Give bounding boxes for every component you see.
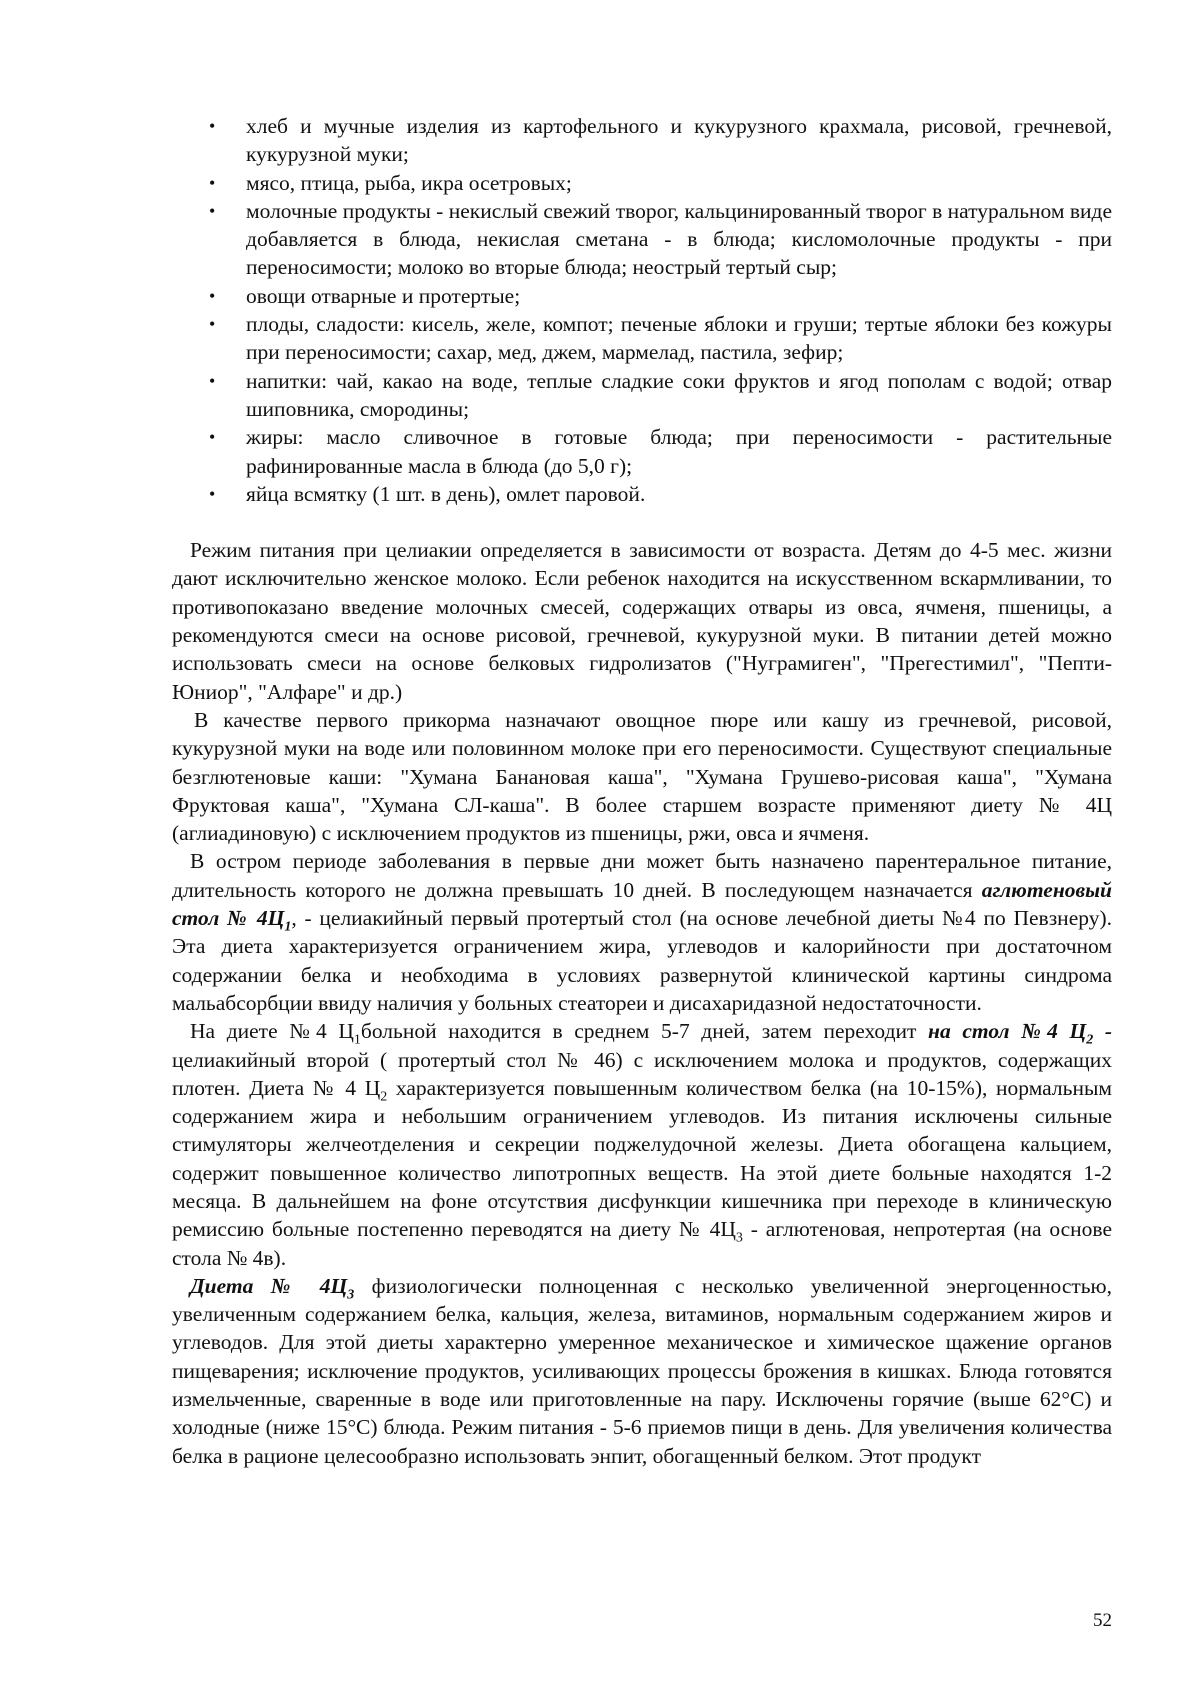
bullet-icon: • <box>209 483 216 504</box>
bullet-icon: • <box>209 285 216 306</box>
paragraph-diet-4c3: Диета № $4Ц_3$ физиологически полноценная с несколько увеличенной энергоценностью, увеличенным содержанием белка, кальция, железа, витаминов, нормальным содержанием жиров и углеводов. Для этой диеты характерно умеренное механическое и химическое щажение органов пищеварения; исключение продуктов, усиливающих процессы брожения в кишках. Блюда готовятся измельченные, сваренные в воде или приготовленные на пару. Исключены горячие (выше 62°С) и холодные (ниже 15°С) блюда. Режим питания - 5-6 приемов пищи в день. Для увеличения количества белка в рационе целесообразно использовать энпит, обогащенный белком. Этот продукт <box>172 1273 1112 1468</box>
list-item: • напитки: чай, какао на воде, теплые сладкие соки фруктов и ягод пополам с водой; отвар шиповника, смородины; <box>209 368 1112 421</box>
list-item: • хлеб и мучные изделия из картофельного и кукурузного крахмала, рисовой, гречневой, кукурузной муки; <box>209 114 1112 167</box>
list-item: • яйца всмятку (1 шт. в день), омлет паровой. <box>172 480 1112 508</box>
bullet-icon: • <box>209 200 216 221</box>
list-item: • овощи отварные и протертые; <box>172 282 1112 310</box>
document-page <box>172 112 1112 1470</box>
body-text <box>172 536 1112 1470</box>
paragraph-feeding-regime: Режим питания при целиакии определяется в зависимости от возраста. Детям до 4-5 мес. жизни дают исключительно женское молоко. Если ребенок находится на искусственном вскармливании, то противопоказано введение молочных смесей, содержащих отвары из овса, ячменя, пшеницы, а рекомендуются смеси на основе рисовой, гречневой, кукурузной муки. В питании детей можно использовать смеси на основе белковых гидролизатов ("Нуграмиген", "Прегестимил", "Пепти-Юниор", "Алфаре" и др.) <box>172 538 1112 704</box>
paragraph-diet-4c2: На диете №4 $Ц_1больной$ находится в среднем 5-7 дней, затем переходит на стол №4 $Ц_2$ - целиакийный второй ( протертый стол № 46) с исключением молока и продуктов, содержащих плотен. Диета № 4 $Ц_2$ характеризуется повышенным количеством белка (на 10-15%), нормальным содержанием жира и небольшим ограничением углеводов. Из питания исключены сильные стимуляторы желчеотделения и секреции поджелудочной железы. Диета обогащена кальцием, содержит повышенное количество липотропных веществ. На этой диете больные находятся 1-2 месяца. В дальнейшем на фоне отсутствия дисфункции кишечника при переходе в клиническую ремиссию больные постепенно переводятся на диету № $4Ц_3$ - аглютеновая, непротертая (на основе стола № 4в). <box>172 1019 1113 1270</box>
page-number: 52 <box>1093 1610 1112 1631</box>
emphasis-diet-4c1: аглютеновый стол № $4Ц_1$ <box>172 877 1112 935</box>
bullet-icon: • <box>209 370 216 391</box>
allowed-foods-list <box>172 112 1112 508</box>
emphasis-diet-4c3: Диета № $4Ц_3$ <box>190 1273 355 1303</box>
bullet-icon: • <box>209 427 216 448</box>
list-item: • плоды, сладости: кисель, желе, компот; печеные яблоки и груши; тертые яблоки без кожуры при переносимости; сахар, мед, джем, мармелад, пастила, зефир; <box>209 312 1112 365</box>
bullet-icon: • <box>209 116 216 136</box>
list-item: • жиры: масло сливочное в готовые блюда; при переносимости - растительные рафинированные масла в блюда (до 5,0 г); <box>209 425 1112 478</box>
paragraph-acute-period: В остром периоде заболевания в первые дни может быть назначено парентеральное питание, длительность которого не должна превышать 10 дней. В последующем назначается аглютеновый стол № $4Ц_1$, - целиакийный первый протертый стол (на основе лечебной диеты №4 по Певзнеру). Эта диета характеризуется ограничением жира, углеводов и калорийности при достаточном содержании белка и необходима в условиях развернутой клинической картины синдрома мальабсорбции ввиду наличия у больных стеатореи и дисахаридазной недостаточности. <box>172 849 1112 1015</box>
bullet-icon: • <box>209 172 216 193</box>
emphasis-diet-4c2: на стол №4 $Ц_2$ - <box>928 1019 1112 1048</box>
list-item: • молочные продукты - некислый свежий творог, кальцинированный творог в натуральном виде добавляется в блюда, некислая сметана - в блюда; кисломолочные продукты - при переносимости; молоко во вторые блюда; неострый тертый сыр; <box>209 198 1112 280</box>
bullet-icon: • <box>209 314 216 335</box>
list-item: • мясо, птица, рыба, икра осетровых; <box>172 169 1112 197</box>
paragraph-first-complementary-food: В качестве первого прикорма назначают овощное пюре или кашу из гречневой, рисовой, кукурузной муки на воде или половинном молоке при его переносимости. Существуют специальные безглютеновые каши: "Хумана Банановая каша", "Хумана Грушево-рисовая каша", "Хумана Фруктовая каша", "Хумана СЛ-каша". В более старшем возрасте применяют диету № 4Ц (аглиадиновую) с исключением продуктов из пшеницы, ржи, овса и ячменя. <box>172 707 1112 846</box>
